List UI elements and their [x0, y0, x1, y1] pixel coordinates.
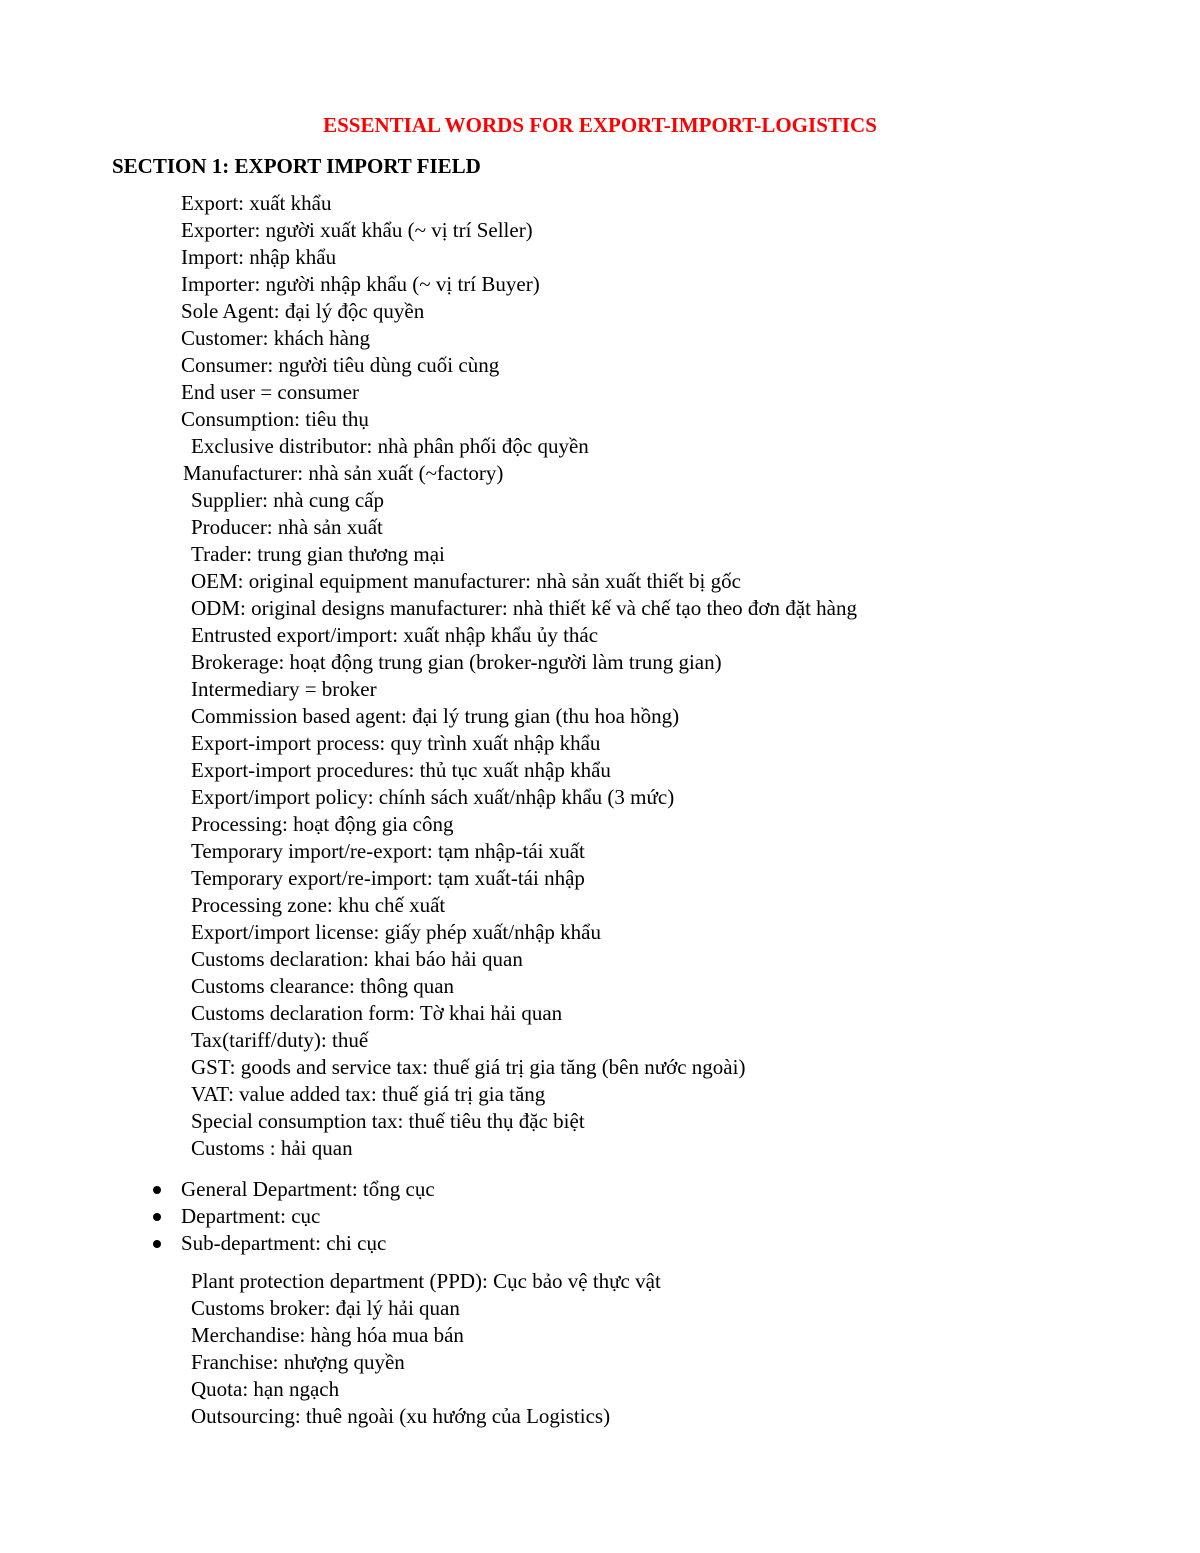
item-text: OEM: original equipment manufacturer: nhà sản xuất thiết bị gốc — [191, 569, 741, 593]
item-text: Quota: hạn ngạch — [191, 1377, 340, 1401]
bullet-text: General Department: tổng cục — [181, 1177, 435, 1201]
item-text: Entrusted export/import: xuất nhập khẩu ủy thác — [191, 623, 599, 647]
bullet-dot-icon — [153, 1213, 161, 1221]
item-text: Special consumption tax: thuế tiêu thụ đặc biệt — [191, 1109, 585, 1133]
item-text: Export-import procedures: thủ tục xuất nhập khẩu — [191, 758, 611, 782]
item-text: Temporary export/re-import: tạm xuất-tái nhập — [191, 866, 585, 890]
item-text: Consumption: tiêu thụ — [181, 407, 369, 431]
item-text: Sole Agent: đại lý độc quyền — [181, 299, 425, 323]
item-text: Producer: nhà sản xuất — [191, 515, 383, 539]
item-text: Processing: hoạt động gia công — [191, 812, 454, 836]
item-text: Customs declaration form: Tờ khai hải quan — [191, 1001, 563, 1025]
item-text: Export-import process: quy trình xuất nhập khẩu — [191, 731, 601, 755]
item-text: Tax(tariff/duty): thuế — [191, 1028, 369, 1052]
item-text: Customs broker: đại lý hải quan — [191, 1296, 460, 1320]
item-text: ODM: original designs manufacturer: nhà thiết kế và chế tạo theo đơn đặt hàng — [191, 596, 857, 620]
section-heading: SECTION 1: EXPORT IMPORT FIELD — [112, 154, 481, 178]
item-text: Commission based agent: đại lý trung gian (thu hoa hồng) — [191, 704, 680, 728]
bullet-text: Department: cục — [181, 1204, 321, 1228]
bullet-dot-icon — [153, 1186, 161, 1194]
item-text: Consumer: người tiêu dùng cuối cùng — [181, 353, 500, 377]
item-text: Customs clearance: thông quan — [191, 974, 455, 998]
item-text: End user = consumer — [181, 380, 360, 404]
item-text: Manufacturer: nhà sản xuất (~factory) — [183, 461, 504, 485]
item-text: Export/import license: giấy phép xuất/nhập khẩu — [191, 920, 601, 944]
item-text: Plant protection department (PPD): Cục bảo vệ thực vật — [191, 1269, 661, 1293]
item-text: Import: nhập khẩu — [181, 245, 337, 269]
item-text: Temporary import/re-export: tạm nhập-tái xuất — [191, 839, 585, 863]
item-text: Trader: trung gian thương mại — [191, 542, 445, 566]
item-text: VAT: value added tax: thuế giá trị gia tăng — [191, 1082, 546, 1106]
item-text: Franchise: nhượng quyền — [191, 1350, 405, 1374]
item-text: Customs declaration: khai báo hải quan — [191, 947, 523, 971]
item-text: Supplier: nhà cung cấp — [191, 488, 385, 512]
item-text: Intermediary = broker — [191, 677, 377, 701]
item-text: GST: goods and service tax: thuế giá trị gia tăng (bên nước ngoài) — [191, 1055, 746, 1079]
item-text: Exclusive distributor: nhà phân phối độc quyền — [191, 434, 589, 458]
bullet-dot-icon — [153, 1240, 161, 1248]
item-text: Merchandise: hàng hóa mua bán — [191, 1323, 464, 1347]
item-text: Outsourcing: thuê ngoài (xu hướng của Logistics) — [191, 1404, 611, 1428]
item-text: Brokerage: hoạt động trung gian (broker-người làm trung gian) — [191, 650, 722, 674]
item-text: Customer: khách hàng — [181, 326, 370, 350]
item-text: Export: xuất khẩu — [181, 191, 332, 215]
item-text: Customs : hải quan — [191, 1136, 353, 1160]
item-text: Exporter: người xuất khẩu (~ vị trí Seller) — [181, 218, 533, 242]
document-title: ESSENTIAL WORDS FOR EXPORT-IMPORT-LOGISTICS — [323, 113, 877, 137]
item-text: Importer: người nhập khẩu (~ vị trí Buyer) — [181, 272, 540, 296]
item-text: Export/import policy: chính sách xuất/nhập khẩu (3 mức) — [191, 785, 675, 809]
bullet-text: Sub-department: chi cục — [181, 1231, 387, 1255]
item-text: Processing zone: khu chế xuất — [191, 893, 446, 917]
